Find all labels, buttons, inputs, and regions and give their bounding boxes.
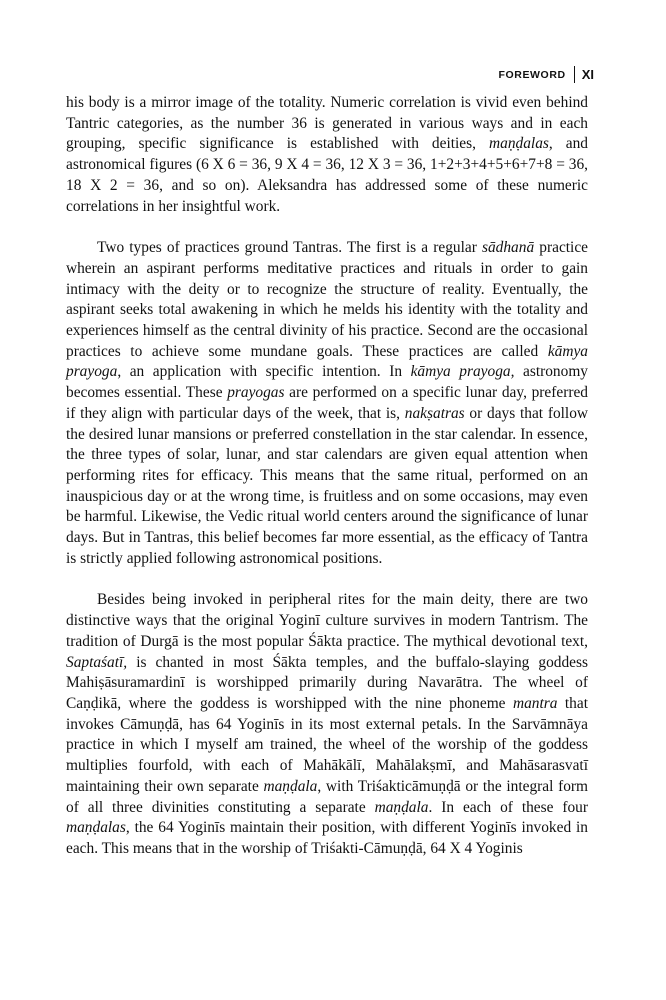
body-text	[66, 93, 588, 860]
running-head-divider	[574, 66, 575, 83]
running-head	[498, 66, 594, 83]
text-run: his body is a mirror image of the totality. Numeric correlation is vivid even behind Tantric categories, as the number 36 is generated in various ways and in each grouping, specific significance is established with deities,	[66, 94, 588, 153]
italic-term: mantra	[512, 694, 558, 712]
italic-term: maṇḍalas	[66, 819, 126, 837]
text-run: . In each of these four	[428, 798, 588, 816]
text-run: that invokes Cāmuṇḍā, has 64 Yoginīs in its most external petals. In the Sarvāmnāya practice in which I myself am trained, the wheel of the worship of the goddess multiplies fourfold, with each of Mahākālī, Mahālakṣmī, and Mahāsarasvatī maintaining their own separate	[66, 694, 588, 795]
text-run: , and astronomical figures (6 X 6 = 36, 9 X 4 = 36, 12 X 3 = 36, 1+2+3+4+5+6+7+8 = 36, 18 X 2 = 36, and so on). Aleksandra has addressed some of these numeric correlations in her insightful work.	[66, 135, 588, 215]
paragraph	[66, 93, 588, 217]
text-run: , an application with specific intention. In	[117, 363, 411, 381]
text-run: practice wherein an aspirant performs meditative practices and rituals in order to gain intimacy with the deity or to recognize the structure of reality. Eventually, the aspirant seeks total awakening in which he melds his identity with the totality and experiences himself as the central divinity of his practice. Second are the occasional practices to achieve some mundane goals. These practices are called	[66, 239, 588, 360]
text-run: astronomy becomes essential. These	[66, 363, 588, 402]
running-head-section: FOREWORD	[498, 68, 566, 81]
italic-term: kāmya prayoga	[66, 342, 588, 381]
text-run: or days that follow the desired lunar mansions or preferred constellation in the star calendar. In essence, the three types of solar, lunar, and star calendars are given equal attention when performing rites for efficacy. This means that the same ritual, performed on an inauspicious day or at the wrong time, is fruitless and on some occasions, may even be harmful. Likewise, the Vedic ritual world centers around the significance of lunar days. But in Tantras, this belief becomes far more essential, as the efficacy of Tantra is strictly applied following astronomical positions.	[66, 404, 588, 567]
italic-term: Saptaśatī,	[66, 653, 128, 671]
text-run: , the 64 Yoginīs maintain their position, with different Yoginīs invoked in each. This means that in the worship of Triśakti-Cāmuṇḍā, 64 X 4 Yoginis	[66, 819, 588, 857]
italic-term: nakṣatras	[404, 404, 465, 422]
italic-term: kāmya prayoga,	[410, 363, 515, 381]
text-run: Besides being invoked in peripheral rites for the main deity, there are two distinctive ways that the original Yoginī culture survives in modern Tantrism. The tradition of Durgā is the most popular Śākta practice. The mythical devotional text,	[66, 591, 588, 650]
italic-term: maṇḍala	[263, 777, 318, 795]
text-run: are performed on a specific lunar day, preferred if they align with particular days of the week, that is,	[66, 384, 588, 422]
paragraph	[66, 590, 588, 859]
italic-term: maṇḍala	[374, 798, 429, 816]
italic-term: maṇḍalas	[489, 135, 549, 153]
page-number: XI	[581, 67, 594, 82]
text-run: , with Triśakticāmuṇḍā or the integral form of all three divinities constituting a separate	[66, 777, 589, 816]
italic-term: sādhanā	[481, 239, 535, 257]
italic-term: prayogas	[227, 384, 285, 402]
paragraph	[66, 238, 588, 569]
text-run: is chanted in most Śākta temples, and the buffalo-slaying goddess Mahiṣāsuramardinī is worshipped primarily during Navarātra. The wheel of Caṇḍikā, where the goddess is worshipped with the nine phoneme	[66, 653, 588, 712]
text-run: Two types of practices ground Tantras. The first is a regular	[97, 239, 482, 257]
